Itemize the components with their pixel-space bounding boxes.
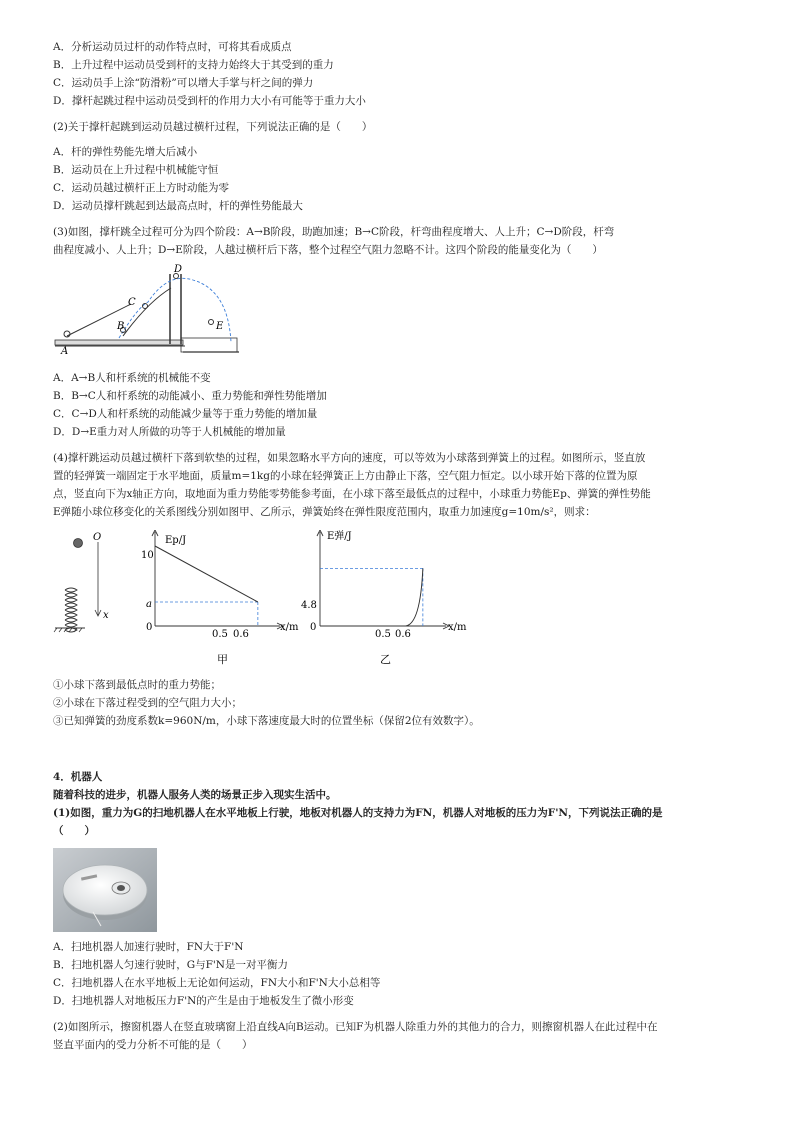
label-e: E — [216, 321, 224, 332]
y-tick-0: 0 — [146, 622, 153, 633]
y-axis-label: Ep/J — [165, 535, 187, 546]
espring-curve — [406, 568, 423, 626]
q3-option-d: D．D→E重力对人所做的功等于人机械能的增加量 — [53, 426, 286, 438]
section-intro: 随着科技的进步，机器人服务人类的场景正步入现实生活中。 — [53, 789, 337, 801]
s4-q1-option-a: A．扫地机器人加速行驶时，FN大于F'N — [53, 941, 244, 953]
x-axis-label: x/m — [448, 622, 467, 633]
label-c: C — [128, 297, 136, 308]
chart-title-jia: 甲 — [217, 653, 228, 666]
spring — [65, 588, 77, 632]
origin-label: O — [93, 532, 102, 543]
x-label: x — [103, 610, 109, 621]
spring-figure — [53, 530, 133, 640]
q4-stem-line3: 点，竖直向下为x轴正方向，取地面为重力势能零势能参考面，在小球下落至最低点的过程中，小球重力势能Ep、弹簧的弹性势能 — [53, 488, 651, 500]
q1-option-b: B．上升过程中运动员受到杆的支持力始终大于其受到的重力 — [53, 59, 334, 71]
q1-option-a: A．分析运动员过杆的动作特点时，可将其看成质点 — [53, 41, 292, 53]
label-d: D — [174, 264, 183, 275]
x-tick-05: 0.5 — [212, 629, 228, 640]
q4-stem-line2: 置的轻弹簧一端固定于水平地面，质量m=1kg的小球在轻弹簧正上方由静止下落，空气阻力恒定。以小球开始下落的位置为原 — [53, 470, 638, 482]
ep-line — [155, 546, 258, 602]
label-a: A — [61, 346, 69, 357]
chart-ep — [140, 530, 300, 670]
chart-title-yi: 乙 — [380, 653, 391, 666]
s4-q1-option-c: C．扫地机器人在水平地板上无论如何运动，FN大小和F'N大小总相等 — [53, 977, 381, 989]
q1-option-c: C．运动员手上涂“防滑粉”可以增大手掌与杆之间的弹力 — [53, 77, 314, 89]
label-b: B — [117, 321, 125, 332]
s4-q1-stem-line2: （ ） — [53, 825, 95, 837]
x-tick-05: 0.5 — [375, 629, 391, 640]
y-axis-label: E弹/J — [327, 531, 352, 542]
trajectory — [119, 278, 231, 342]
q2-option-d: D．运动员撑杆跳起到达最高点时，杆的弹性势能最大 — [53, 200, 303, 212]
q2-stem: (2)关于撑杆起跳到运动员越过横杆过程，下列说法正确的是（ ） — [53, 121, 373, 133]
ball — [74, 539, 83, 548]
q1-option-d: D．撑杆起跳过程中运动员受到杆的作用力大小有可能等于重力大小 — [53, 95, 366, 107]
pole-vault-figure — [53, 262, 243, 362]
q3-stem-line1: (3)如图，撑杆跳全过程可分为四个阶段：A→B阶段，助跑加速；B→C阶段，杆弯曲程度增大、人上升；C→D阶段，杆弯 — [53, 226, 615, 238]
landing-mat — [181, 338, 237, 352]
q4-stem-line4: E弹随小球位移变化的关系图线分别如图甲、乙所示，弹簧始终在弹性限度范围内，取重力加速度g=10m/s²，则求： — [53, 506, 596, 518]
y-tick-a: a — [146, 599, 152, 610]
x-tick-06: 0.6 — [395, 629, 411, 640]
s4-q2-line2: 竖直平面内的受力分析不可能的是（ ） — [53, 1039, 253, 1051]
x-tick-06: 0.6 — [233, 629, 249, 640]
chart-espring — [300, 530, 470, 670]
x-axis-label: x/m — [280, 622, 299, 633]
robot-vacuum-photo — [53, 848, 157, 932]
section-heading: 4．机器人 — [53, 771, 103, 783]
s4-q1-option-d: D．扫地机器人对地板压力F'N的产生是由于地板发生了微小形变 — [53, 995, 354, 1007]
q3-option-a: A．A→B人和杆系统的机械能不变 — [53, 372, 211, 384]
y-tick-48: 4.8 — [301, 600, 317, 611]
q2-option-a: A．杆的弹性势能先增大后减小 — [53, 146, 198, 158]
runway — [55, 340, 183, 345]
q4-stem-line1: (4)撑杆跳运动员越过横杆下落到软垫的过程，如果忽略水平方向的速度，可以等效为小球落到弹簧上的过程。如图所示，竖直放 — [53, 452, 646, 464]
q4-sub-1: ①小球下落到最低点时的重力势能； — [53, 679, 221, 691]
q3-option-b: B．B→C人和杆系统的动能减小、重力势能和弹性势能增加 — [53, 390, 327, 402]
q3-stem-line2: 曲程度减小、人上升；D→E阶段，人越过横杆后下落，整个过程空气阻力忽略不计。这四个阶段的能量变化为（ ） — [53, 244, 603, 256]
q2-option-c: C．运动员越过横杆正上方时动能为零 — [53, 182, 230, 194]
s4-q1-stem-line1: (1)如图，重力为G的扫地机器人在水平地板上行驶，地板对机器人的支持力为FN，机器人对地板的压力为F'N，下列说法正确的是 — [53, 807, 663, 819]
y-tick-0: 0 — [310, 622, 317, 633]
s4-q2-line1: (2)如图所示，擦窗机器人在竖直玻璃窗上沿直线A向B运动。已知F为机器人除重力外的其他力的合力，则擦窗机器人在此过程中在 — [53, 1021, 658, 1033]
q2-option-b: B．运动员在上升过程中机械能守恒 — [53, 164, 219, 176]
y-tick-10: 10 — [141, 550, 154, 561]
q4-sub-2: ②小球在下落过程受到的空气阻力大小； — [53, 697, 242, 709]
q3-option-c: C．C→D人和杆系统的动能减少量等于重力势能的增加量 — [53, 408, 318, 420]
s4-q1-option-b: B．扫地机器人匀速行驶时，G与F'N是一对平衡力 — [53, 959, 288, 971]
q4-sub-3: ③已知弹簧的劲度系数k=960N/m，小球下落速度最大时的位置坐标（保留2位有效数字）。 — [53, 715, 480, 727]
